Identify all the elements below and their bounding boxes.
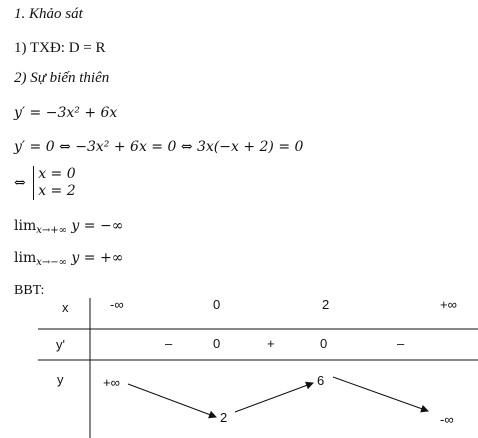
variation-arrow-down [128,384,216,417]
x-value: 2 [322,297,330,312]
solution-x0: x = 0 [38,166,76,182]
solution-system [14,166,76,200]
y-value: -∞ [440,412,454,427]
limit-plus-infinity [14,218,123,234]
y-value: 6 [317,373,325,388]
x-value: +∞ [440,297,457,312]
x-value: 0 [213,297,221,312]
derivative-sign: 0 [213,336,221,351]
variation-arrow-up [235,383,313,412]
domain-statement: 1) TXĐ: D = R [14,40,106,56]
lim-expression: y = +∞ [66,250,124,266]
section-heading-variation: 2) Sự biến thiên [14,70,110,86]
row-label-derivative: y' [56,337,65,352]
derivative-sign: 0 [320,336,328,351]
equivalence-symbol: ⇔ [14,175,26,191]
lim-word: lim [14,218,37,234]
solution-x2: x = 2 [38,183,76,199]
lim-expression: y = −∞ [66,218,124,234]
derivative-sign: – [165,336,173,351]
derivative-sign: + [267,336,275,351]
derivative-formula: y′ = −3x² + 6x [14,105,118,121]
lim-subscript: x→+∞ [36,225,67,236]
section-heading-survey: 1. Khảo sát [14,6,83,22]
x-value: -∞ [110,297,124,312]
y-value: 2 [220,410,228,425]
lim-subscript: x→−∞ [36,257,67,268]
row-label-y: y [57,372,64,387]
y-value: +∞ [103,375,120,390]
variation-arrow-down [333,377,428,411]
row-label-x: x [62,300,69,315]
derivative-sign: – [397,336,405,351]
derivative-zero-equation: y′ = 0 ⇔ −3x² + 6x = 0 ⇔ 3x(−x + 2) = 0 [14,139,304,155]
variation-table-label: BBT: [14,283,45,298]
limit-minus-infinity [14,250,123,266]
lim-word: lim [14,250,37,266]
